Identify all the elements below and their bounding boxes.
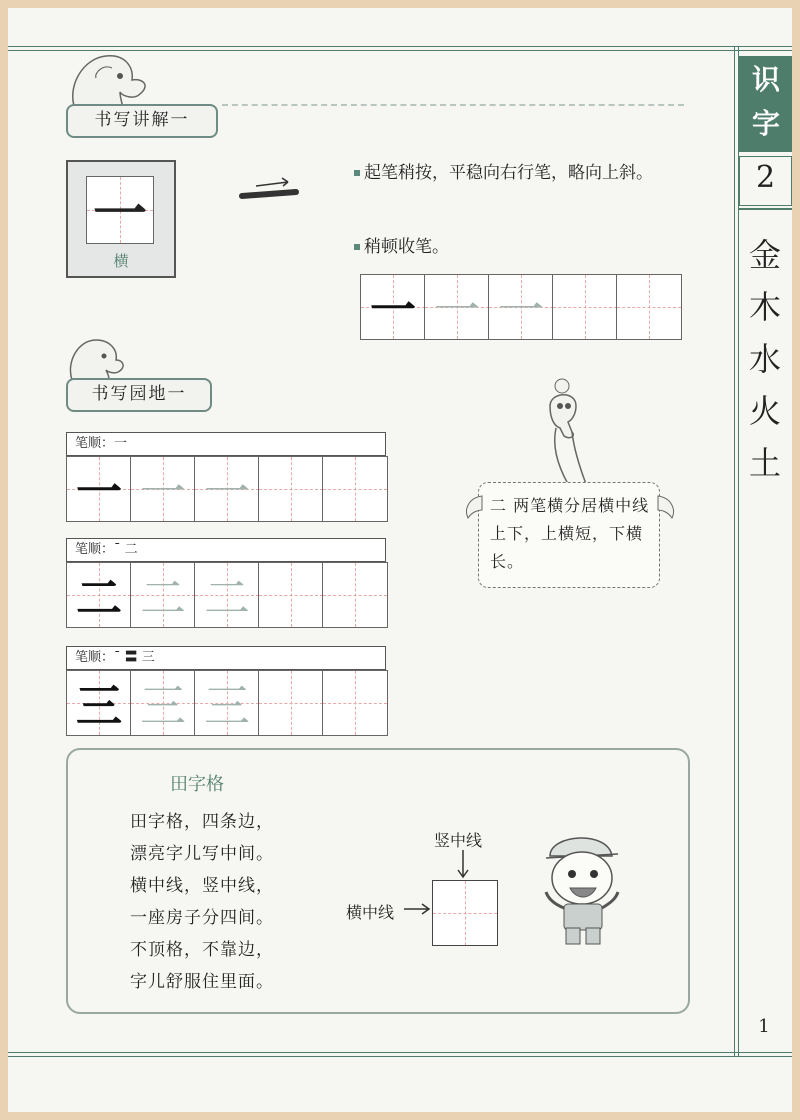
bottom-border bbox=[8, 1052, 792, 1053]
stroke-order-label: 笔顺： bbox=[75, 436, 115, 451]
practice-char: 三 bbox=[204, 679, 250, 733]
practice-char: 二 bbox=[76, 571, 122, 625]
practice-char: 三 bbox=[76, 679, 122, 733]
explain-tip-1: 起笔稍按，平稳向右行笔，略向上斜。 bbox=[354, 158, 694, 188]
section-tab-explain: 书写讲解一 bbox=[66, 104, 218, 138]
practice-cell[interactable] bbox=[424, 274, 490, 340]
poem-line: 漂亮字儿写中间。 bbox=[130, 844, 274, 864]
bullet-icon bbox=[354, 170, 360, 176]
stroke-order-sequence: 一 bbox=[114, 436, 128, 451]
poem-line: 一座房子分四间。 bbox=[130, 908, 274, 928]
stroke-order-sequence: ˉ 二 bbox=[114, 542, 138, 557]
stroke-direction-icon bbox=[238, 174, 304, 204]
practice-cell[interactable] bbox=[194, 456, 260, 522]
practice-char: 一 bbox=[140, 465, 186, 519]
practice-char: 一 bbox=[76, 465, 122, 519]
section-rule-explain bbox=[222, 104, 684, 106]
section-tab-garden: 书写园地一 bbox=[66, 378, 212, 412]
lesson-title-char: 水 bbox=[748, 340, 781, 378]
goose-mascot-icon bbox=[528, 376, 628, 486]
practice-cell[interactable] bbox=[322, 670, 388, 736]
label-horizontal-midline: 横中线 bbox=[346, 903, 395, 922]
practice-cell[interactable] bbox=[258, 670, 324, 736]
lesson-title-char: 火 bbox=[748, 392, 781, 430]
boy-mascot-icon bbox=[538, 822, 628, 948]
poem-line: 不顶格，不靠边， bbox=[130, 940, 274, 960]
practice-cell[interactable] bbox=[66, 670, 132, 736]
duck-mascot-small-icon bbox=[66, 334, 126, 384]
lesson-title-char: 金 bbox=[748, 236, 781, 274]
practice-cell[interactable] bbox=[66, 562, 132, 628]
practice-char: 一 bbox=[370, 283, 416, 337]
practice-cell[interactable] bbox=[194, 562, 260, 628]
sidebar-border bbox=[734, 46, 735, 1056]
practice-char: 二 bbox=[140, 571, 186, 625]
bottom-border-inner bbox=[8, 1056, 792, 1057]
stroke-name: 横 bbox=[113, 252, 129, 270]
tianzige-title: 田字格 bbox=[170, 774, 224, 795]
page-number: 1 bbox=[758, 1016, 770, 1037]
stroke-order-header bbox=[67, 539, 385, 562]
stroke-order-label: 笔顺： bbox=[75, 542, 115, 557]
wing-right-icon bbox=[654, 492, 678, 522]
stroke-order-sequence: ˉ 〓 三 bbox=[114, 650, 155, 665]
wing-left-icon bbox=[462, 492, 486, 522]
practice-cell[interactable] bbox=[322, 562, 388, 628]
label-vertical-midline: 竖中线 bbox=[434, 831, 483, 850]
stroke-order-label: 笔顺： bbox=[75, 650, 115, 665]
arrow-down-icon bbox=[456, 850, 470, 880]
practice-cell[interactable] bbox=[616, 274, 682, 340]
practice-cell[interactable] bbox=[258, 562, 324, 628]
practice-char: 一 bbox=[434, 283, 480, 337]
practice-cell[interactable] bbox=[66, 456, 132, 522]
practice-char: 一 bbox=[498, 283, 544, 337]
tianzige-diagram bbox=[432, 880, 498, 946]
practice-char: 二 bbox=[204, 571, 250, 625]
practice-cell[interactable] bbox=[194, 670, 260, 736]
sidebar-category-text: 识字 bbox=[751, 63, 780, 140]
stroke-order-header bbox=[67, 647, 385, 670]
arrow-right-icon bbox=[404, 902, 434, 916]
lesson-title-char: 木 bbox=[748, 288, 781, 326]
practice-cell[interactable] bbox=[258, 456, 324, 522]
practice-cell[interactable] bbox=[488, 274, 554, 340]
sidebar-rule bbox=[739, 208, 792, 210]
lesson-title-char: 土 bbox=[748, 444, 781, 482]
stroke-sample-cell bbox=[86, 176, 154, 244]
practice-cell[interactable] bbox=[130, 456, 196, 522]
practice-char: 一 bbox=[204, 465, 250, 519]
workbook-page bbox=[8, 8, 792, 1112]
poem-line: 横中线，竖中线， bbox=[130, 876, 274, 896]
poem-line: 字儿舒服住里面。 bbox=[130, 972, 274, 992]
bullet-icon bbox=[354, 244, 360, 250]
practice-cell[interactable] bbox=[360, 274, 426, 340]
practice-cell[interactable] bbox=[322, 456, 388, 522]
practice-char: 三 bbox=[140, 679, 186, 733]
practice-cell[interactable] bbox=[130, 670, 196, 736]
sidebar-lesson-number: 2 bbox=[755, 160, 776, 195]
practice-cell[interactable] bbox=[130, 562, 196, 628]
stroke-sample-char: 一 bbox=[93, 181, 147, 246]
stroke-order-header bbox=[67, 433, 385, 456]
poem-line: 田字格，四条边， bbox=[130, 812, 274, 832]
practice-cell[interactable] bbox=[552, 274, 618, 340]
garden-tip-text: 二 两笔横分居横中线上下，上横短，下横长。 bbox=[490, 496, 650, 571]
explain-tip-2: 稍顿收笔。 bbox=[354, 232, 694, 262]
